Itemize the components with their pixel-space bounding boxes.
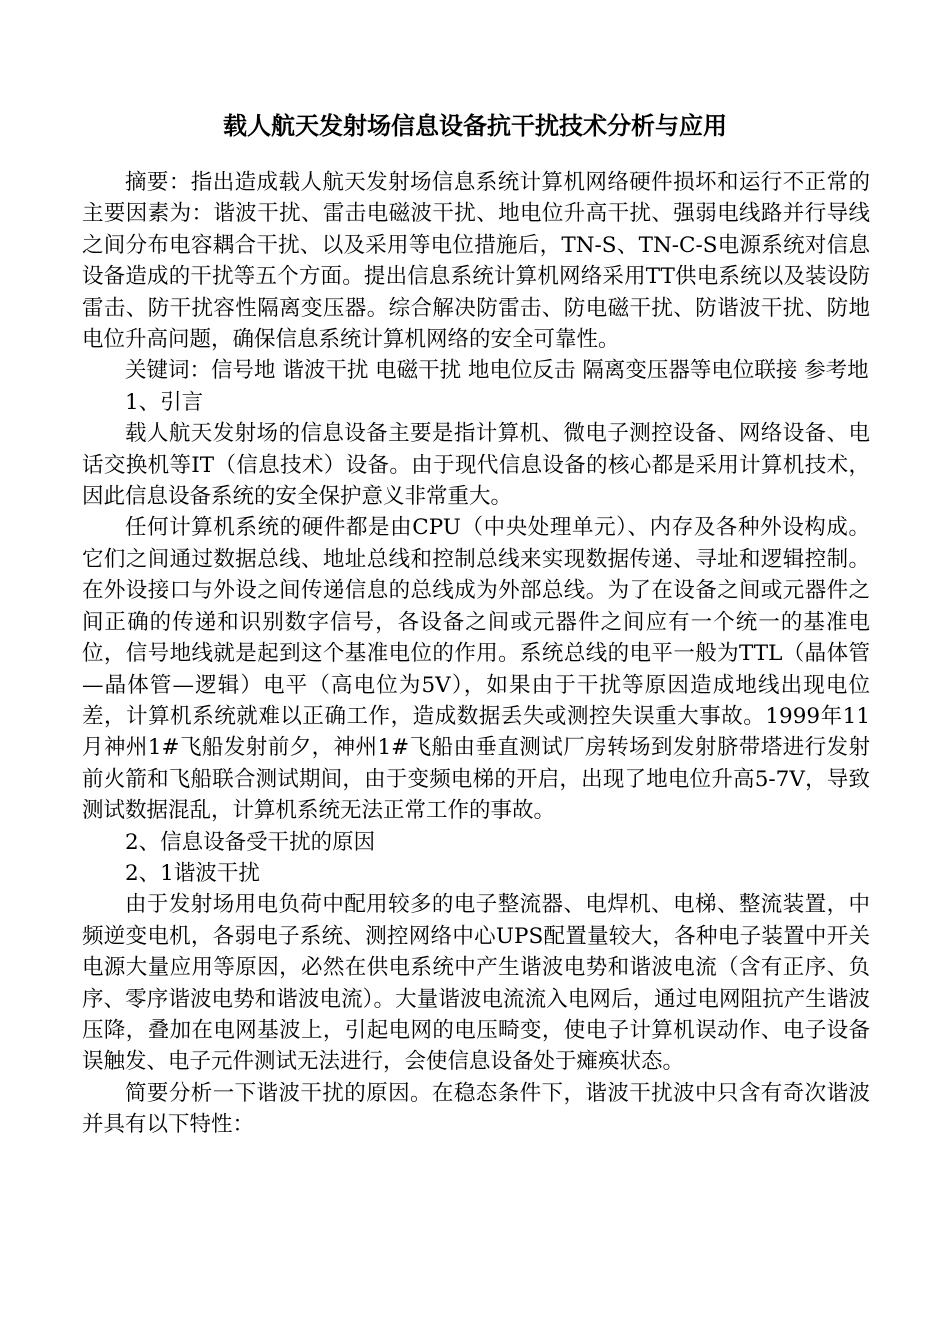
body-paragraph: 载人航天发射场的信息设备主要是指计算机、微电子测控设备、网络设备、电话交换机等IT（信息技术）设备。由于现代信息设备的核心都是采用计算机技术，因此信息设备系统的安全保护意义非常重大。 xyxy=(82,421,870,510)
keywords-paragraph: 关键词：信号地 谐波干扰 电磁干扰 地电位反击 隔离变压器等电位联接 参考地 xyxy=(125,358,869,384)
body-paragraph: 任何计算机系统的硬件都是由CPU（中央处理单元）、内存及各种外设构成。它们之间通过数据总线、地址总线和控制总线来实现数据传递、寻址和逻辑控制。在外设接口与外设之间传递信息的总线成为外部总线。为了在设备之间或元器件之间正确的传递和识别数字信号，各设备之间或元器件之间应有一个统一的基准电位，信号地线就是起到这个基准电位的作用。系统总线的电平一般为TTL（晶体管—晶体管—逻辑）电平（高电位为5V），如果由于干扰等原因造成地线出现电位差，计算机系统就难以正确工作，造成数据丢失或测控失误重大事故。1999年11月神州1#飞船发射前夕，神州1#飞船由垂直测试厂房转场到发射脐带塔进行发射前火箭和飞船联合测试期间，由于变频电梯的开启，出现了地电位升高5-7V，导致测试数据混乱，计算机系统无法正常工作的事故。 xyxy=(82,515,870,824)
section-heading-introduction: 1、引言 xyxy=(125,389,204,415)
body-paragraph: 由于发射场用电负荷中配用较多的电子整流器、电焊机、电梯、整流装置，中频逆变电机，各弱电子系统、测控网络中心UPS配置量较大，各种电子装置中开关电源大量应用等原因，必然在供电系统中产生谐波电势和谐波电流（含有正序、负序、零序谐波电势和谐波电流）。大量谐波电流流入电网后，通过电网阻抗产生谐波压降，叠加在电网基波上，引起电网的电压畸变，使电子计算机误动作、电子设备误触发、电子元件测试无法进行，会使信息设备处于瘫痪状态。 xyxy=(82,892,870,1075)
subsection-heading-harmonic: 2、1谐波干扰 xyxy=(125,860,260,886)
abstract-paragraph: 摘要：指出造成载人航天发射场信息系统计算机网络硬件损坏和运行不正常的主要因素为：谐波干扰、雷击电磁波干扰、地电位升高干扰、强弱电线路并行导线之间分布电容耦合干扰、以及采用等电位措施后，TN-S、TN-C-S电源系统对信息设备造成的干扰等五个方面。提出信息系统计算机网络采用TT供电系统以及装设防雷击、防干扰容性隔离变压器。综合解决防雷击、防电磁干扰、防谐波干扰、防地电位升高问题，确保信息系统计算机网络的安全可靠性。 xyxy=(82,170,870,353)
section-heading-interference-causes: 2、信息设备受干扰的原因 xyxy=(125,829,376,855)
body-paragraph: 简要分析一下谐波干扰的原因。在稳态条件下，谐波干扰波中只含有奇次谐波并具有以下特性： xyxy=(82,1080,870,1138)
document-body xyxy=(82,167,870,1141)
document-title: 载人航天发射场信息设备抗干扰技术分析与应用 xyxy=(223,112,727,140)
